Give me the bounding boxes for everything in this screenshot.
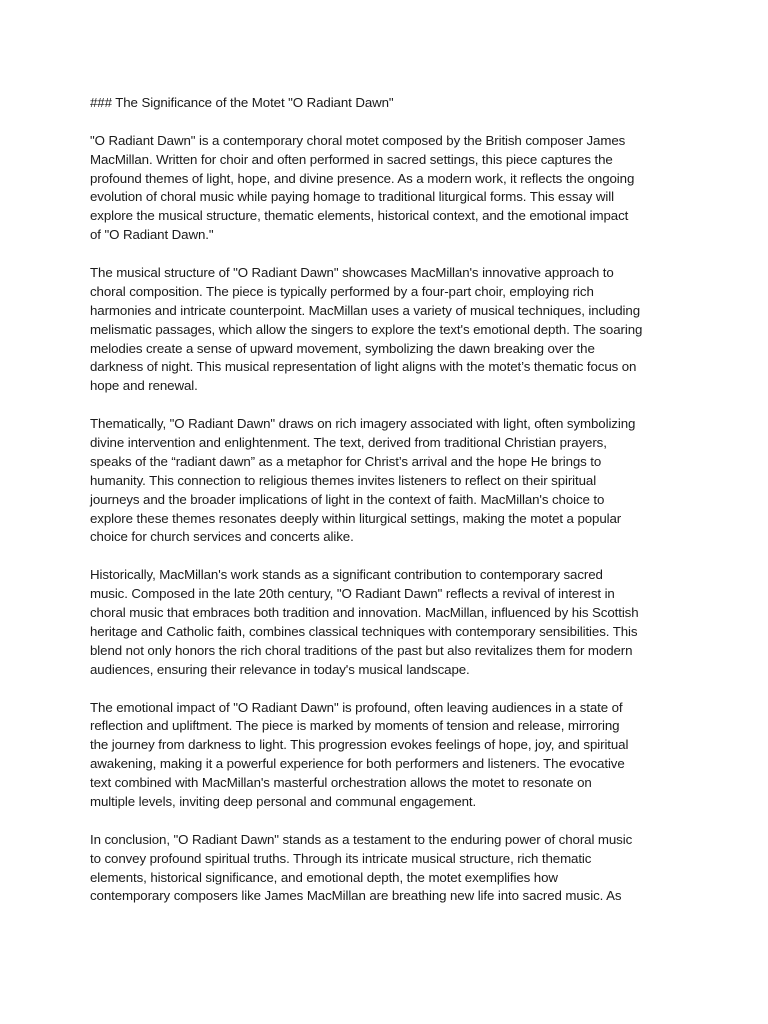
text-line: humanity. This connection to religious themes invites listeners to reflect on their spiritual (90, 472, 597, 488)
paragraph-musical-structure (90, 264, 680, 396)
document-body (90, 94, 680, 925)
text-line: explore the musical structure, thematic elements, historical context, and the emotional impact (90, 208, 629, 224)
text-line: heritage and Catholic faith, combines classical techniques with contemporary sensibilities. This (90, 623, 638, 639)
text-line: melismatic passages, which allow the singers to explore the text's emotional depth. The soaring (90, 321, 643, 337)
text-line: choral music that embraces both tradition and innovation. MacMillan, influenced by his Scottish (90, 605, 639, 621)
text-line: awakening, making it a powerful experience for both performers and listeners. The evocative (90, 756, 625, 772)
text-line: "O Radiant Dawn" is a contemporary choral motet composed by the British composer James (90, 132, 626, 148)
text-line: The musical structure of "O Radiant Dawn" showcases MacMillan's innovative approach to (90, 265, 614, 281)
text-line: darkness of night. This musical representation of light aligns with the motet’s thematic focus on (90, 359, 637, 375)
text-line: choice for church services and concerts alike. (90, 529, 354, 545)
text-line: multiple levels, inviting deep personal and communal engagement. (90, 793, 477, 809)
text-line: harmonies and intricate counterpoint. MacMillan uses a variety of musical techniques, including (90, 302, 640, 318)
text-line: The emotional impact of "O Radiant Dawn" is profound, often leaving audiences in a state of (90, 699, 623, 715)
text-line: to convey profound spiritual truths. Through its intricate musical structure, rich thematic (90, 850, 592, 866)
paragraph-historical (90, 566, 680, 679)
text-line: the journey from darkness to light. This progression evokes feelings of hope, joy, and spiritual (90, 737, 629, 753)
text-line: divine intervention and enlightenment. The text, derived from traditional Christian prayers, (90, 435, 607, 451)
text-line: Historically, MacMillan's work stands as a significant contribution to contemporary sacred (90, 567, 603, 583)
text-line: audiences, ensuring their relevance in today's musical landscape. (90, 661, 470, 677)
text-line: music. Composed in the late 20th century, "O Radiant Dawn" reflects a revival of interest in (90, 586, 615, 602)
text-line: reflection and upliftment. The piece is marked by moments of tension and release, mirroring (90, 718, 620, 734)
text-line: contemporary composers like James MacMillan are breathing new life into sacred music. As (90, 888, 622, 904)
text-line: choral composition. The piece is typically performed by a four-part choir, employing rich (90, 283, 594, 299)
text-line: elements, historical significance, and emotional depth, the motet exemplifies how (90, 869, 558, 885)
text-line: profound themes of light, hope, and divine presence. As a modern work, it reflects the ongoing (90, 170, 635, 186)
paragraph-conclusion (90, 831, 680, 907)
text-line: of "O Radiant Dawn." (90, 227, 214, 243)
text-line: hope and renewal. (90, 378, 198, 394)
text-line: MacMillan. Written for choir and often performed in sacred settings, this piece captures the (90, 151, 613, 167)
text-line: In conclusion, "O Radiant Dawn" stands as a testament to the enduring power of choral music (90, 831, 633, 847)
text-line: text combined with MacMillan's masterful orchestration allows the motet to resonate on (90, 775, 592, 791)
text-line: journeys and the broader implications of light in the context of faith. MacMillan's choice to (90, 491, 605, 507)
text-line: melodies create a sense of upward movement, symbolizing the dawn breaking over the (90, 340, 595, 356)
text-line: evolution of choral music while paying homage to traditional liturgical forms. This essay will (90, 189, 614, 205)
text-line: speaks of the “radiant dawn” as a metaphor for Christ’s arrival and the hope He brings to (90, 453, 602, 469)
paragraph-thematic (90, 415, 680, 547)
paragraph-introduction (90, 132, 680, 245)
document-heading: ### The Significance of the Motet "O Radiant Dawn" (90, 95, 394, 110)
text-line: explore these themes resonates deeply within liturgical settings, making the motet a popular (90, 510, 622, 526)
text-line: Thematically, "O Radiant Dawn" draws on rich imagery associated with light, often symbolizing (90, 416, 636, 432)
text-line: blend not only honors the rich choral traditions of the past but also revitalizes them for modern (90, 642, 633, 658)
paragraph-emotional-impact (90, 699, 680, 812)
